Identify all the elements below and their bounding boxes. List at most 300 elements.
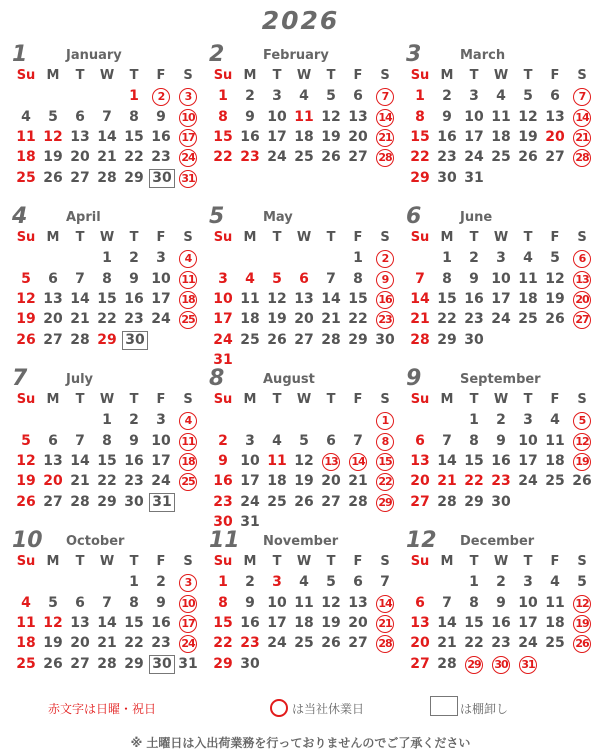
weekday-label: M — [243, 68, 257, 83]
day-cell: 30 — [124, 493, 144, 510]
day-cell: 30 — [437, 169, 457, 186]
weekday-label: Su — [213, 230, 233, 245]
day-cell: 11 — [16, 128, 36, 145]
month-number: 11 — [209, 528, 240, 553]
weekday-label: T — [75, 554, 85, 569]
day-cell: 16 — [464, 290, 484, 307]
day-cell: 1 — [129, 574, 139, 591]
day-cell: 5 — [550, 250, 560, 267]
day-cell: 21 — [70, 473, 90, 490]
day-cell: 24 — [518, 635, 538, 652]
day-cell: 7 — [373, 87, 397, 105]
day-cell: 4 — [272, 432, 282, 449]
day-cell: 28 — [348, 493, 368, 510]
day-cell: 23 — [491, 473, 511, 490]
weekday-label: F — [156, 68, 166, 83]
day-cell: 14 — [570, 108, 594, 126]
day-cell: 8 — [129, 108, 139, 125]
weekday-label: T — [469, 554, 479, 569]
day-cell: 12 — [570, 432, 594, 450]
month-april — [12, 204, 195, 368]
weekday-label: M — [46, 230, 60, 245]
weekday-label: Su — [16, 554, 36, 569]
month-name: August — [263, 372, 315, 387]
month-december — [406, 528, 589, 692]
day-cell: 15 — [373, 452, 397, 470]
day-cell: 1 — [102, 412, 112, 429]
day-cell: 18 — [545, 452, 565, 469]
day-cell: 31 — [516, 655, 540, 673]
day-cell: 15 — [124, 614, 144, 631]
day-cell: 31 — [464, 169, 484, 186]
day-cell: 14 — [346, 452, 370, 470]
day-cell: 26 — [518, 149, 538, 166]
day-cell: 4 — [496, 88, 506, 105]
day-cell: 30 — [375, 331, 395, 348]
day-cell: 27 — [348, 149, 368, 166]
day-cell: 12 — [321, 594, 341, 611]
day-cell: 19 — [518, 128, 538, 145]
month-name: February — [263, 48, 329, 63]
day-cell: 10 — [267, 594, 287, 611]
day-cell: 4 — [299, 574, 309, 591]
day-cell: 1 — [469, 574, 479, 591]
day-cell: 21 — [97, 635, 117, 652]
weekday-label: S — [577, 392, 587, 407]
weekday-label: M — [46, 554, 60, 569]
weekday-label: W — [296, 230, 312, 245]
day-cell: 24 — [491, 311, 511, 328]
day-cell: 9 — [245, 108, 255, 125]
day-cell: 20 — [348, 128, 368, 145]
day-cell: 19 — [43, 635, 63, 652]
legend — [0, 700, 601, 724]
day-cell: 21 — [373, 614, 397, 632]
weekday-label: T — [326, 68, 336, 83]
day-cell: 29 — [464, 493, 484, 510]
day-cell: 29 — [124, 169, 144, 186]
day-cell: 16 — [491, 452, 511, 469]
day-cell: 26 — [16, 331, 36, 348]
weekday-label: Su — [410, 68, 430, 83]
day-cell: 7 — [102, 108, 112, 125]
weekday-label: F — [156, 554, 166, 569]
day-cell: 5 — [21, 270, 31, 287]
day-cell: 9 — [129, 270, 139, 287]
weekday-label: M — [243, 392, 257, 407]
day-cell: 6 — [299, 270, 309, 287]
day-cell: 18 — [491, 128, 511, 145]
day-cell: 29 — [373, 493, 397, 511]
day-cell: 27 — [545, 149, 565, 166]
day-cell: 5 — [523, 88, 533, 105]
weekday-label: T — [523, 230, 533, 245]
footer-note: ※ 土曜日は入出荷業務を行っておりませんのでご了承ください — [130, 736, 471, 750]
day-cell: 1 — [218, 88, 228, 105]
month-march — [406, 42, 589, 206]
day-cell: 22 — [124, 635, 144, 652]
day-cell: 13 — [410, 452, 430, 469]
weekday-label: W — [99, 230, 115, 245]
day-cell: 18 — [16, 149, 36, 166]
day-cell: 25 — [16, 655, 36, 672]
day-cell: 16 — [373, 290, 397, 308]
day-cell: 11 — [294, 108, 314, 125]
weekday-label: W — [493, 68, 509, 83]
weekday-label: W — [296, 68, 312, 83]
day-cell: 3 — [156, 412, 166, 429]
calendar-year-title: 2026 — [261, 6, 340, 35]
weekday-label: S — [183, 554, 193, 569]
day-cell: 8 — [102, 270, 112, 287]
day-cell: 25 — [267, 493, 287, 510]
day-cell: 4 — [550, 574, 560, 591]
day-cell: 2 — [245, 574, 255, 591]
day-cell: 14 — [437, 452, 457, 469]
weekday-label: T — [523, 68, 533, 83]
day-cell: 6 — [353, 574, 363, 591]
day-cell: 21 — [437, 473, 457, 490]
day-cell: 9 — [245, 594, 255, 611]
day-cell: 31 — [176, 169, 200, 187]
day-cell: 23 — [240, 149, 260, 166]
month-name: September — [460, 372, 541, 387]
day-cell: 23 — [240, 635, 260, 652]
day-cell: 10 — [151, 270, 171, 287]
day-cell: 14 — [70, 452, 90, 469]
day-cell: 28 — [437, 493, 457, 510]
weekday-label: T — [523, 554, 533, 569]
day-cell: 19 — [43, 149, 63, 166]
day-cell: 13 — [570, 270, 594, 288]
weekday-label: T — [75, 392, 85, 407]
weekday-label: F — [550, 68, 560, 83]
day-cell: 13 — [319, 452, 343, 470]
day-cell: 2 — [129, 412, 139, 429]
day-cell: 26 — [43, 655, 63, 672]
day-cell: 21 — [437, 635, 457, 652]
day-cell: 27 — [70, 655, 90, 672]
day-cell: 26 — [321, 149, 341, 166]
day-cell: 3 — [176, 87, 200, 105]
day-cell: 18 — [545, 614, 565, 631]
day-cell: 25 — [16, 169, 36, 186]
day-cell: 16 — [437, 128, 457, 145]
day-cell: 23 — [491, 635, 511, 652]
day-cell: 20 — [410, 635, 430, 652]
day-cell: 6 — [415, 432, 425, 449]
day-cell: 24 — [518, 473, 538, 490]
weekday-label: W — [493, 230, 509, 245]
day-cell: 10 — [267, 108, 287, 125]
weekday-label: M — [46, 392, 60, 407]
day-cell: 19 — [294, 473, 314, 490]
day-cell: 11 — [176, 432, 200, 450]
day-cell: 12 — [570, 594, 594, 612]
day-cell: 2 — [129, 250, 139, 267]
day-cell: 12 — [518, 108, 538, 125]
day-cell: 19 — [545, 290, 565, 307]
weekday-label: M — [440, 230, 454, 245]
day-cell: 8 — [353, 270, 363, 287]
day-cell: 14 — [437, 614, 457, 631]
day-cell: 4 — [176, 249, 200, 267]
day-cell: 14 — [321, 290, 341, 307]
day-cell: 8 — [102, 432, 112, 449]
day-cell: 8 — [415, 108, 425, 125]
weekday-label: T — [272, 392, 282, 407]
day-cell: 8 — [129, 594, 139, 611]
day-cell: 5 — [570, 411, 594, 429]
day-cell: 2 — [218, 432, 228, 449]
day-cell: 21 — [70, 311, 90, 328]
day-cell: 11 — [491, 108, 511, 125]
day-cell: 24 — [267, 635, 287, 652]
day-cell: 8 — [469, 594, 479, 611]
day-cell: 8 — [442, 270, 452, 287]
day-cell: 28 — [410, 331, 430, 348]
day-cell: 16 — [491, 614, 511, 631]
day-cell: 6 — [48, 270, 58, 287]
day-cell: 25 — [491, 149, 511, 166]
day-cell: 4 — [21, 594, 31, 611]
day-cell: 2 — [469, 250, 479, 267]
weekday-label: Su — [16, 392, 36, 407]
day-cell: 19 — [570, 452, 594, 470]
day-cell: 1 — [415, 88, 425, 105]
day-cell: 17 — [213, 311, 233, 328]
day-cell: 12 — [321, 108, 341, 125]
day-cell: 19 — [16, 311, 36, 328]
day-cell: 16 — [151, 614, 171, 631]
day-cell: 26 — [570, 634, 594, 652]
day-cell: 17 — [518, 614, 538, 631]
weekday-label: S — [577, 68, 587, 83]
day-cell: 7 — [75, 432, 85, 449]
day-cell: 4 — [550, 412, 560, 429]
legend-circle-text: は当社休業日 — [292, 702, 365, 716]
day-cell: 12 — [16, 290, 36, 307]
day-cell: 26 — [321, 635, 341, 652]
weekday-label: T — [129, 554, 139, 569]
weekday-label: M — [440, 554, 454, 569]
day-cell: 20 — [70, 149, 90, 166]
day-cell: 27 — [321, 493, 341, 510]
day-cell: 12 — [267, 290, 287, 307]
weekday-label: W — [296, 554, 312, 569]
day-cell: 21 — [97, 149, 117, 166]
day-cell: 23 — [151, 149, 171, 166]
weekday-label: F — [550, 392, 560, 407]
day-cell: 29 — [124, 655, 144, 672]
month-october — [12, 528, 198, 692]
day-cell: 28 — [70, 493, 90, 510]
day-cell: 23 — [151, 635, 171, 652]
day-cell: 18 — [16, 635, 36, 652]
day-cell: 12 — [294, 452, 314, 469]
day-cell: 5 — [48, 108, 58, 125]
day-cell: 26 — [16, 493, 36, 510]
day-cell: 1 — [373, 411, 397, 429]
day-cell: 21 — [321, 311, 341, 328]
day-cell: 6 — [570, 249, 594, 267]
day-cell: 3 — [469, 88, 479, 105]
day-cell: 17 — [518, 452, 538, 469]
day-cell: 23 — [213, 493, 233, 510]
month-name: December — [460, 534, 535, 549]
day-cell: 23 — [373, 310, 397, 328]
weekday-label: T — [326, 554, 336, 569]
weekday-label: T — [469, 392, 479, 407]
day-cell: 5 — [326, 88, 336, 105]
day-cell: 14 — [70, 290, 90, 307]
day-cell: 10 — [491, 270, 511, 287]
day-cell: 31 — [240, 513, 260, 530]
day-cell: 1 — [102, 250, 112, 267]
day-cell: 31 — [149, 493, 173, 511]
month-name: March — [460, 48, 506, 63]
day-cell: 18 — [176, 452, 200, 470]
day-cell: 10 — [213, 290, 233, 307]
day-cell: 19 — [321, 614, 341, 631]
day-cell: 15 — [124, 128, 144, 145]
month-name: July — [66, 372, 94, 387]
day-cell: 3 — [218, 270, 228, 287]
day-cell: 10 — [518, 594, 538, 611]
day-cell: 9 — [129, 432, 139, 449]
weekday-label: Su — [16, 68, 36, 83]
month-november — [209, 528, 392, 692]
day-cell: 14 — [373, 594, 397, 612]
day-cell: 12 — [43, 614, 63, 631]
day-cell: 25 — [176, 472, 200, 490]
day-cell: 7 — [326, 270, 336, 287]
day-cell: 11 — [545, 432, 565, 449]
day-cell: 17 — [267, 614, 287, 631]
day-cell: 22 — [410, 149, 430, 166]
day-cell: 16 — [151, 128, 171, 145]
day-cell: 6 — [75, 108, 85, 125]
weekday-label: S — [183, 392, 193, 407]
weekday-label: S — [380, 68, 390, 83]
day-cell: 17 — [151, 452, 171, 469]
day-cell: 31 — [213, 351, 233, 368]
day-cell: 13 — [348, 108, 368, 125]
day-cell: 28 — [437, 655, 457, 672]
weekday-label: S — [577, 230, 587, 245]
day-cell: 5 — [21, 432, 31, 449]
weekday-label: M — [440, 68, 454, 83]
weekday-label: F — [353, 392, 363, 407]
day-cell: 18 — [267, 473, 287, 490]
day-cell: 22 — [348, 311, 368, 328]
day-cell: 13 — [410, 614, 430, 631]
day-cell: 1 — [469, 412, 479, 429]
day-cell: 2 — [373, 249, 397, 267]
month-name: April — [66, 210, 101, 225]
day-cell: 9 — [469, 270, 479, 287]
day-cell: 25 — [294, 635, 314, 652]
day-cell: 5 — [299, 432, 309, 449]
day-cell: 3 — [272, 574, 282, 591]
day-cell: 4 — [176, 411, 200, 429]
day-cell: 15 — [410, 128, 430, 145]
day-cell: 24 — [213, 331, 233, 348]
day-cell: 12 — [545, 270, 565, 287]
month-july — [12, 366, 195, 530]
weekday-label: S — [380, 392, 390, 407]
day-cell: 4 — [299, 88, 309, 105]
month-name: January — [66, 48, 122, 63]
day-cell: 30 — [464, 331, 484, 348]
month-january — [12, 42, 195, 206]
day-cell: 29 — [97, 331, 117, 348]
month-number: 9 — [406, 366, 422, 391]
weekday-label: M — [46, 68, 60, 83]
month-number: 7 — [12, 366, 28, 391]
day-cell: 9 — [156, 108, 166, 125]
day-cell: 28 — [97, 655, 117, 672]
day-cell: 11 — [240, 290, 260, 307]
month-number: 6 — [406, 204, 422, 229]
day-cell: 21 — [570, 128, 594, 146]
day-cell: 3 — [496, 250, 506, 267]
weekday-label: F — [156, 392, 166, 407]
day-cell: 9 — [373, 270, 397, 288]
day-cell: 13 — [70, 614, 90, 631]
day-cell: 21 — [373, 128, 397, 146]
weekday-label: S — [380, 230, 390, 245]
month-name: May — [263, 210, 293, 225]
day-cell: 21 — [410, 311, 430, 328]
day-cell: 24 — [176, 148, 200, 166]
day-cell: 27 — [70, 169, 90, 186]
day-cell: 13 — [43, 290, 63, 307]
day-cell: 16 — [124, 290, 144, 307]
day-cell: 13 — [43, 452, 63, 469]
day-cell: 8 — [469, 432, 479, 449]
day-cell: 7 — [102, 594, 112, 611]
day-cell: 3 — [523, 574, 533, 591]
month-number: 12 — [406, 528, 437, 553]
day-cell: 25 — [545, 635, 565, 652]
weekday-label: F — [353, 230, 363, 245]
day-cell: 19 — [321, 128, 341, 145]
day-cell: 22 — [437, 311, 457, 328]
weekday-label: T — [469, 68, 479, 83]
day-cell: 3 — [176, 573, 200, 591]
day-cell: 22 — [213, 149, 233, 166]
day-cell: 27 — [43, 331, 63, 348]
day-cell: 30 — [149, 169, 173, 187]
day-cell: 29 — [97, 493, 117, 510]
weekday-label: M — [243, 230, 257, 245]
day-cell: 18 — [176, 290, 200, 308]
day-cell: 26 — [545, 311, 565, 328]
day-cell: 2 — [156, 574, 166, 591]
day-cell: 26 — [294, 493, 314, 510]
weekday-label: W — [99, 392, 115, 407]
month-name: October — [66, 534, 125, 549]
legend-box-icon — [430, 696, 458, 716]
day-cell: 10 — [240, 452, 260, 469]
day-cell: 25 — [518, 311, 538, 328]
day-cell: 24 — [151, 311, 171, 328]
day-cell: 16 — [240, 128, 260, 145]
weekday-label: T — [326, 392, 336, 407]
day-cell: 6 — [550, 88, 560, 105]
day-cell: 28 — [321, 331, 341, 348]
